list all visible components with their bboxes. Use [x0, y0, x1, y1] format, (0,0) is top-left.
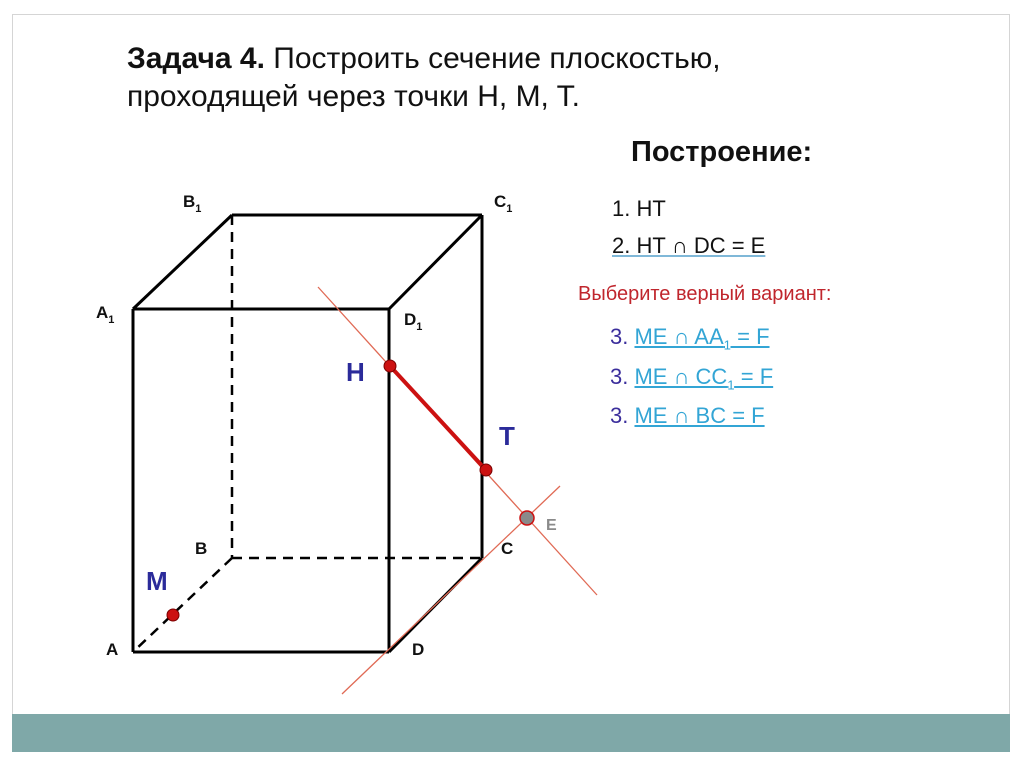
option-tail: = F [734, 364, 774, 389]
label-h: H [346, 357, 365, 387]
label-b: B [195, 539, 208, 558]
label-a: A [106, 640, 119, 659]
option-number: 3. [610, 364, 629, 389]
construction-step-1: 1. НТ [612, 196, 666, 221]
point-e [520, 511, 534, 525]
hidden-edges [133, 215, 482, 652]
option-text: ME ∩ BC = F [634, 403, 765, 428]
label-c1: $C_1$ [494, 192, 513, 215]
label-b1: $B_1$ [183, 192, 202, 215]
option-tail: = F [731, 324, 770, 349]
label-c: C [501, 539, 514, 558]
label-a1: $A_1$ [96, 303, 115, 326]
option-text: ME ∩ CC [634, 364, 728, 389]
option-number: 3. [610, 324, 629, 349]
option-subscript: 1 [727, 377, 735, 393]
construction-heading: Построение: [631, 136, 813, 168]
aux-lines [318, 287, 597, 694]
problem-text-line1: Построить сечение плоскостью, [264, 42, 721, 75]
segment-ht [390, 366, 486, 470]
label-t: T [499, 421, 515, 451]
option-text: ME ∩ AA [634, 324, 724, 349]
label-d: D [412, 640, 425, 659]
problem-number: Задача 4. [127, 42, 265, 75]
problem-text-line2: проходящей через точки H, M, T. [127, 80, 581, 113]
option-number: 3. [610, 403, 629, 428]
label-e: E [546, 517, 557, 534]
label-m: M [146, 566, 168, 596]
choice-prompt: Выберите верный вариант: [578, 283, 832, 305]
label-d1: $D_1$ [404, 310, 423, 333]
point-t [480, 464, 492, 476]
edge-a1b1 [133, 215, 232, 309]
point-h [384, 360, 396, 372]
construction-step-2: 2. НТ ∩ DC = E [612, 233, 766, 258]
edge-c1d1 [389, 215, 482, 309]
visible-edges [133, 215, 482, 652]
option-subscript: 1 [723, 337, 731, 353]
point-m [167, 609, 179, 621]
